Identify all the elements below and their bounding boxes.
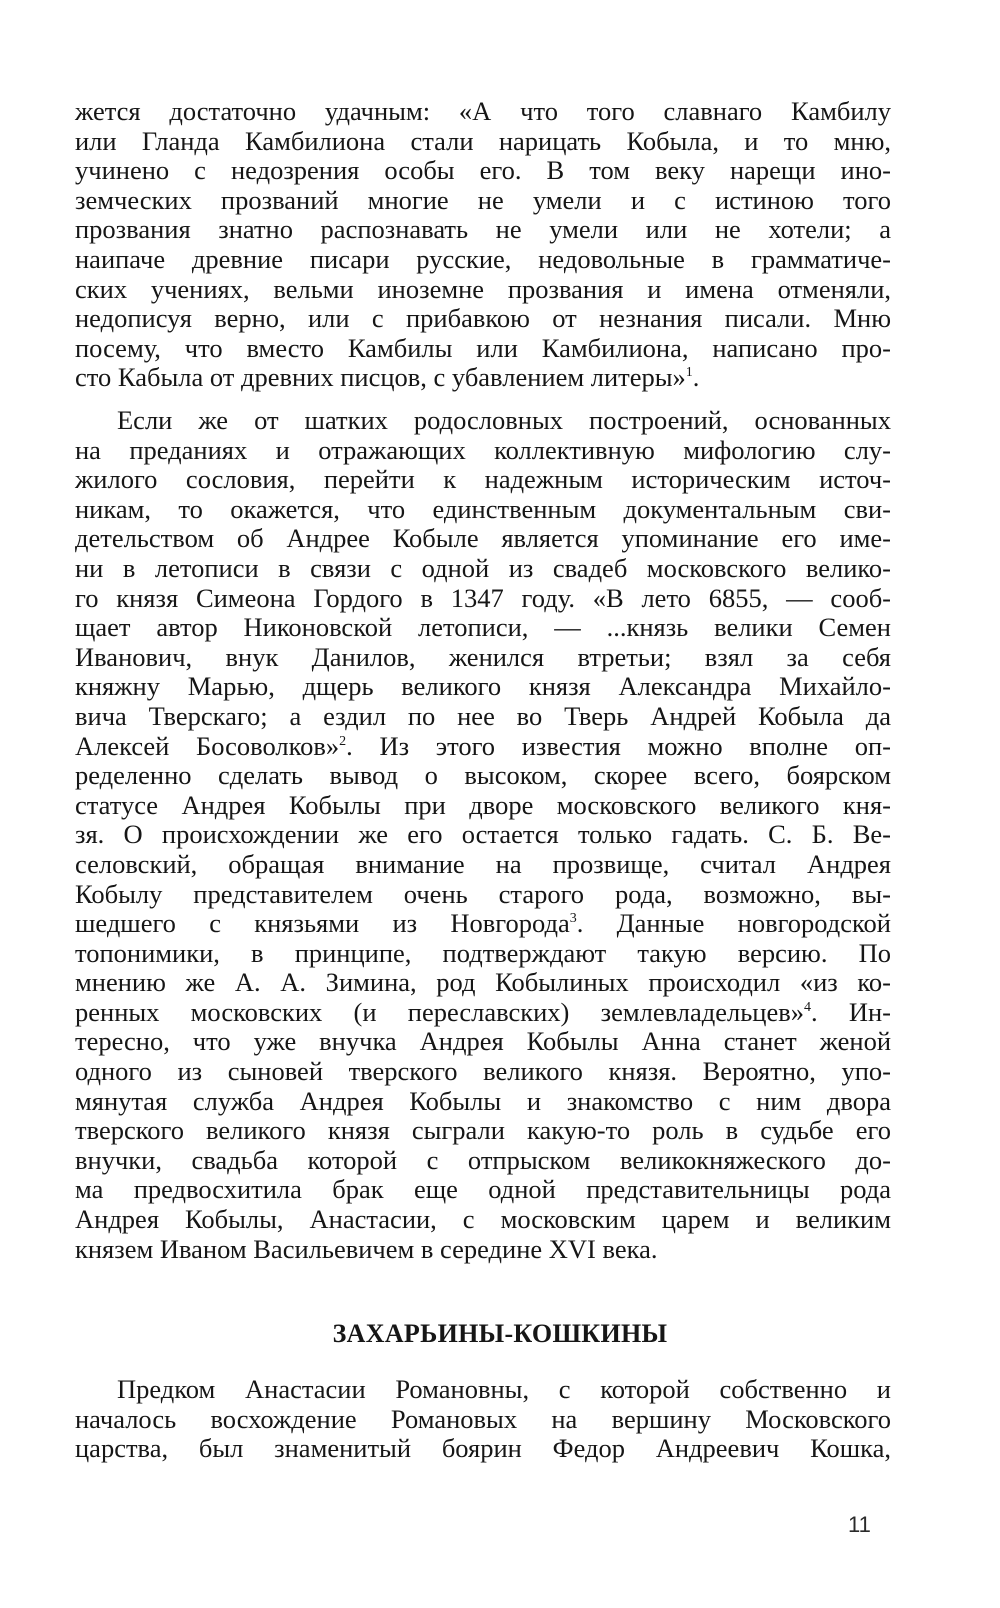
text-line: князем Иваном Васильевичем в середине XVI века. — [75, 1233, 658, 1264]
text-line: Андрея Кобылы, Анастасии, с московским царем и великим — [75, 1204, 891, 1235]
text-segment: . Из этого известия можно вполне оп- — [346, 730, 891, 761]
footnote-marker: 4 — [804, 999, 811, 1015]
text-line — [75, 363, 891, 393]
text-line: одного из сыновей тверского великого князя. Вероятно, упо- — [75, 1056, 891, 1087]
text-line: земческих прозваний многие не умели и с истиною того — [75, 184, 891, 215]
footnote-marker: 2 — [339, 733, 347, 749]
text-line: ределенно сделать вывод о высоком, скорее всего, боярском — [75, 760, 891, 791]
text-segment: . Данные новгородской — [576, 908, 891, 939]
paragraph-koshka — [75, 1375, 891, 1464]
footnote-marker: 1 — [685, 365, 693, 381]
text-line — [75, 909, 891, 939]
text-line — [75, 998, 891, 1028]
text-line: тересно, что уже внучка Андрея Кобылы Анна станет женой — [75, 1026, 891, 1057]
paragraph-continuation — [75, 97, 891, 393]
text-line: никам, то окажется, что единственным документальным сви- — [75, 493, 891, 524]
text-line: началось восхождение Романовых на вершину Московского — [75, 1403, 891, 1434]
text-line: недописуя верно, или с прибавкою от незнания писали. Мню — [75, 303, 891, 334]
text-segment: ренных московских (и переславских) землевладельцев» — [75, 996, 804, 1027]
text-line: царства, был знаменитый боярин Федор Андреевич Кошка, — [75, 1433, 891, 1464]
text-line: ни в летописи в связи с одной из свадеб московского велико- — [75, 552, 891, 583]
text-line: статусе Андрея Кобылы при дворе московского великого кня- — [75, 789, 891, 820]
text-line: учинено с недозрения особы его. В том веку нарещи ино- — [75, 155, 891, 186]
text-line: на преданиях и отражающих коллективную мифологию слу- — [75, 434, 891, 465]
text-line: селовский, обращая внимание на прозвище, считал Андрея — [75, 848, 891, 879]
text-line: топонимики, в принципе, подтверждают такую версию. По — [75, 937, 891, 968]
text-line: го князя Симеона Гордого в 1347 году. «В лето 6855, — сооб- — [75, 582, 891, 613]
text-line: мянутая служба Андрея Кобылы и знакомство с ним двора — [75, 1085, 891, 1116]
text-line: вича Тверскаго; а ездил по нее во Тверь Андрей Кобыла да — [75, 700, 891, 731]
text-segment: Алексей Босоволков» — [75, 730, 340, 761]
text-line: наипаче древние писари русские, недовольные в грамматиче- — [75, 243, 891, 274]
text-line: жется достаточно удачным: «А что того славнаго Камбилу — [75, 96, 891, 126]
text-line: Кобылу представителем очень старого рода, возможно, вы- — [75, 878, 891, 909]
text-line: посему, что вместо Камбилы или Камбилиона, написано про- — [75, 332, 891, 363]
text-line: ма предвосхитила брак еще одной представительницы рода — [75, 1174, 891, 1205]
text-line: жилого сословия, перейти к надежным историческим источ- — [75, 464, 891, 495]
text-line: Если же от шатких родословных построений, основанных — [117, 405, 891, 435]
text-line: зя. О происхождении же его остается только гадать. С. Б. Ве- — [75, 819, 891, 850]
paragraph-kobyla — [75, 406, 891, 1264]
text-segment: . — [692, 362, 700, 393]
text-line: Предком Анастасии Романовны, с которой собственно и — [117, 1374, 891, 1404]
text-segment: шедшего с князьями из Новгорода — [75, 908, 570, 939]
text-line: или Гланда Камбилиона стали нарицать Кобыла, и то мню, — [75, 125, 891, 156]
text-line: княжну Марью, дщерь великого князя Александра Михайло- — [75, 671, 891, 702]
text-line: внучки, свадьба которой с отпрыском великокняжеского до- — [75, 1144, 891, 1175]
text-line — [75, 732, 891, 762]
text-line: щает автор Никоновской летописи, — ...князь велики Семен — [75, 612, 891, 643]
text-segment: . Ин- — [811, 996, 891, 1027]
text-line: прозвания знатно распознавать не умели или не хотели; а — [75, 214, 891, 245]
text-segment: сто Кабыла от древних писцов, с убавлением литеры» — [75, 362, 686, 393]
page-number: 11 — [848, 1512, 871, 1537]
text-line: тверского великого князя сыграли какую-то роль в судьбе его — [75, 1115, 891, 1146]
text-line: ских учениях, вельми иноземне прозвания и имена отменяли, — [75, 273, 891, 304]
text-line: Иванович, внук Данилов, женился втретьи; взял за себя — [75, 641, 891, 672]
text-line: мнению же А. А. Зимина, род Кобылиных происходил «из ко- — [75, 967, 891, 998]
text-line: детельством об Андрее Кобыле является упоминание его име- — [75, 523, 891, 554]
footnote-marker: 3 — [569, 911, 577, 927]
section-heading: ЗАХАРЬИНЫ-КОШКИНЫ — [332, 1319, 668, 1348]
